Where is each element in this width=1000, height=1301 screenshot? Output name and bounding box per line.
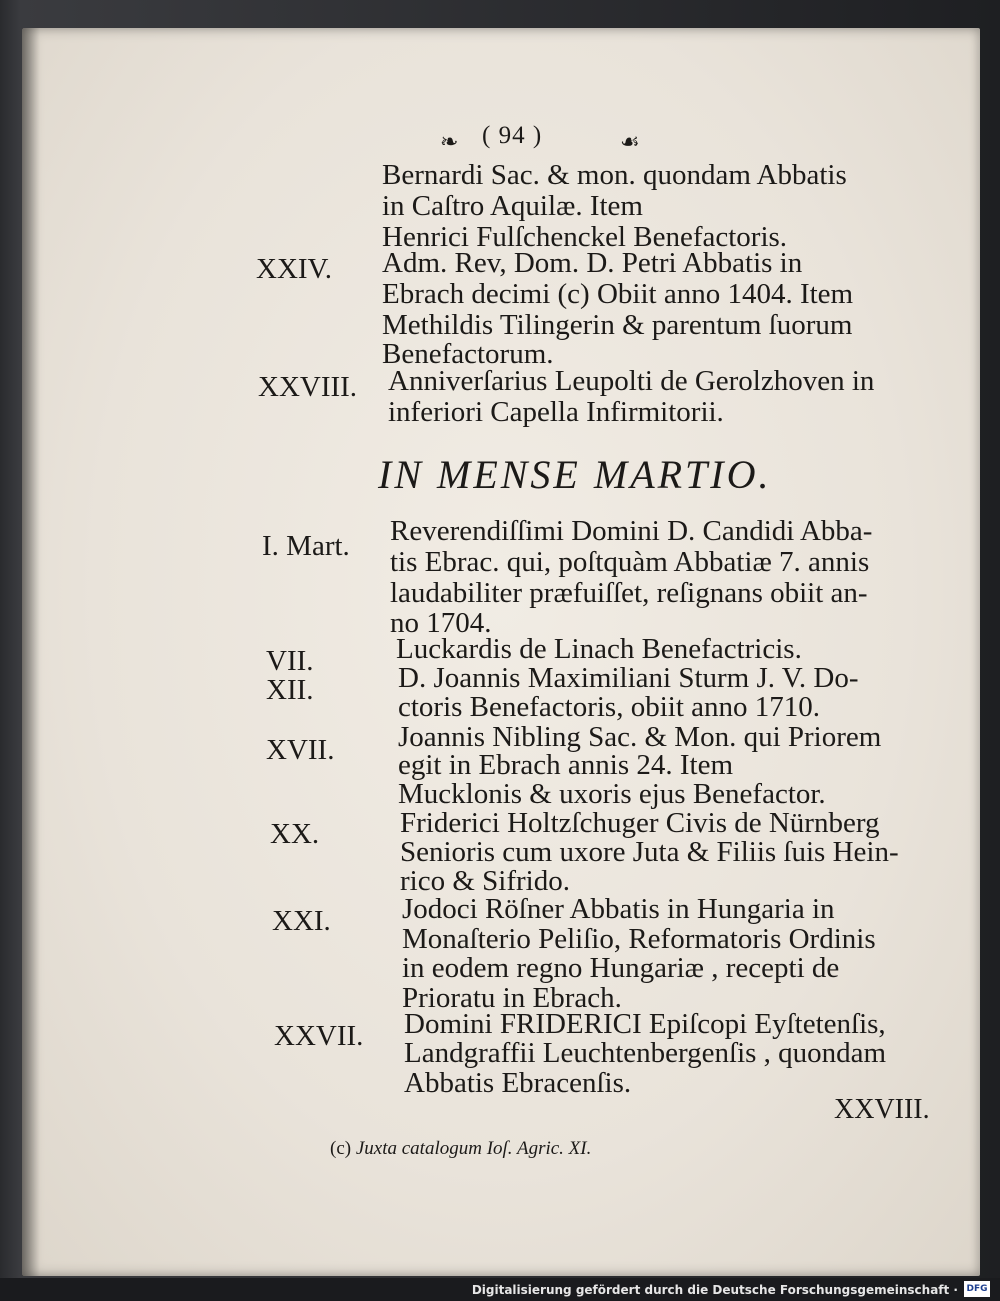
page-number: ( 94 ): [482, 122, 543, 149]
entry-line: Prioratu in Ebrach.: [402, 982, 622, 1014]
footnote-text: Juxta catalogum Ioſ. Agric. XI.: [355, 1138, 592, 1159]
binding-shadow: [22, 28, 40, 1276]
entry-line: ctoris Benefactoris, obiit anno 1710.: [398, 691, 821, 723]
entry-line: Luckardis de Linach Benefactricis.: [396, 633, 802, 665]
entry-line: rico & Sifrido.: [400, 865, 570, 897]
entry-date-label: XX.: [270, 818, 320, 850]
entry-line: Landgraffii Leuchtenbergenſis , quondam: [404, 1037, 887, 1069]
ornament-right: ☙: [620, 130, 640, 155]
entry-date-label: XVII.: [266, 734, 335, 766]
entry-line: inferiori Capella Infirmitorii.: [388, 396, 724, 428]
entry-line: Bernardi Sac. & mon. quondam Abbatis: [382, 159, 847, 191]
catchword: XXVIII.: [834, 1094, 930, 1125]
entry-line: Friderici Holtzſchuger Civis de Nürnberg: [400, 807, 880, 839]
entry-line: Abbatis Ebracenſis.: [404, 1067, 632, 1099]
entry-line: no 1704.: [390, 607, 492, 639]
footnote-mark: (c): [330, 1138, 352, 1159]
entry-date-label: XXIV.: [256, 253, 332, 285]
dfg-logo: DFG: [964, 1281, 990, 1297]
entry-date-label: VII.: [266, 645, 314, 677]
entry-line: in Caſtro Aquilæ. Item: [382, 190, 643, 222]
ornament-left: ❧: [440, 130, 459, 155]
footnote: [330, 1138, 591, 1160]
entry-date-label: XXVII.: [274, 1020, 364, 1052]
entry-line: Benefactorum.: [382, 338, 554, 370]
entry-line: Anniverſarius Leupolti de Gerolzhoven in: [388, 365, 875, 397]
entry-line: laudabiliter præfuiſſet, reſignans obiit an-: [390, 577, 868, 609]
entry-line: Ebrach decimi (c) Obiit anno 1404. Item: [382, 278, 854, 310]
entry-line: tis Ebrac. qui, poſtquàm Abbatiæ 7. annis: [390, 546, 870, 578]
entry-line: Jodoci Röſner Abbatis in Hungaria in: [402, 893, 835, 925]
entry-date-label: XII.: [266, 674, 314, 706]
entry-date-label: XXI.: [272, 905, 331, 937]
entry-line: in eodem regno Hungariæ , recepti de: [402, 952, 840, 984]
entry-line: Mucklonis & uxoris ejus Benefactor.: [398, 778, 826, 810]
entry-line: Joannis Nibling Sac. & Mon. qui Priorem: [398, 721, 882, 753]
entry-line: Reverendiſſimi Domini D. Candidi Abba-: [390, 515, 873, 547]
entry-line: Senioris cum uxore Juta & Filiis ſuis Hein-: [400, 836, 899, 868]
entry-line: Monaſterio Peliſio, Reformatoris Ordinis: [402, 923, 876, 955]
entry-line: D. Joannis Maximiliani Sturm J. V. Do-: [398, 662, 859, 694]
entry-line: egit in Ebrach annis 24. Item: [398, 749, 734, 781]
credit-text: Digitalisierung gefördert durch die Deutsche Forschungsgemeinschaft ·: [471, 1283, 958, 1297]
entry-date-label: I. Mart.: [262, 530, 350, 562]
entry-line: Henrici Fulſchenckel Benefactoris.: [382, 221, 788, 253]
section-heading: IN MENSE MARTIO.: [378, 452, 772, 497]
entry-date-label: XXVIII.: [258, 371, 358, 403]
entry-line: Methildis Tilingerin & parentum ſuorum: [382, 309, 853, 341]
entry-line: Domini FRIDERICI Epiſcopi Eyſtetenſis,: [404, 1008, 886, 1040]
entry-line: Adm. Rev, Dom. D. Petri Abbatis in: [382, 247, 803, 279]
